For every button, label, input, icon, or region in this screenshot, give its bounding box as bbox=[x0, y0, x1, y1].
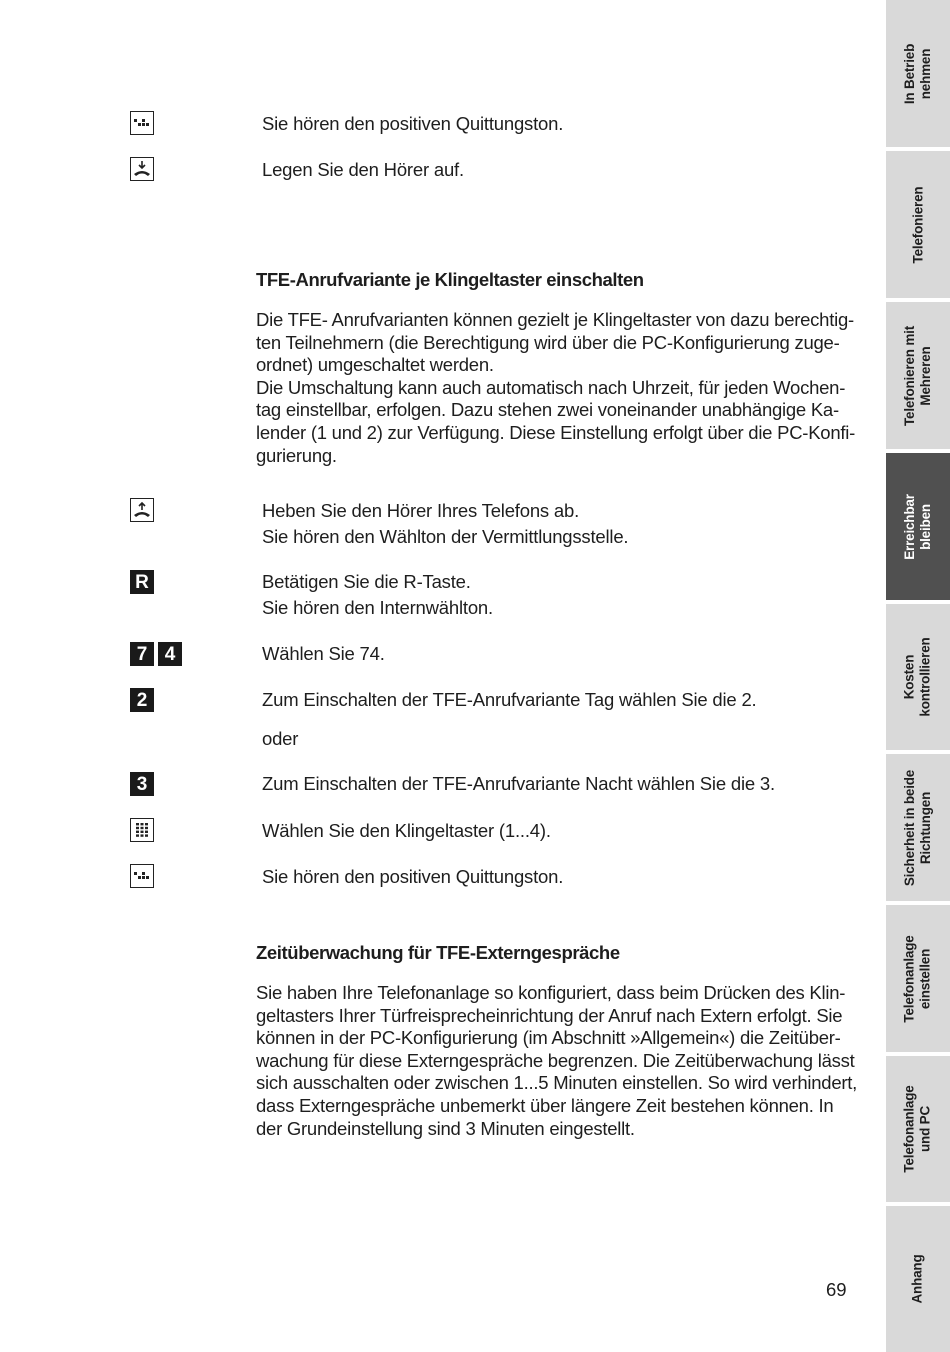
paragraph-line: Sie haben Ihre Telefonanlage so konfiguriert, dass beim Drücken des Klin- bbox=[256, 982, 846, 1003]
tab-label-line: nehmen bbox=[917, 48, 933, 99]
step-line: Zum Einschalten der TFE-Anrufvariante Tag wählen Sie die 2. bbox=[262, 689, 757, 710]
tab-label-line: Anhang bbox=[909, 1254, 925, 1304]
keypad-icon bbox=[130, 818, 154, 844]
step-text bbox=[262, 771, 862, 797]
paragraph-line: der Grundeinstellung sind 3 Minuten eingestellt. bbox=[256, 1117, 635, 1139]
tab-label bbox=[902, 43, 934, 103]
tab-label-line: und PC bbox=[918, 1105, 934, 1153]
step-text bbox=[262, 641, 862, 667]
tab-sicherheit-in-beide-richtungen[interactable] bbox=[886, 754, 950, 901]
section-heading: TFE-Anrufvariante je Klingeltaster einschalten bbox=[256, 269, 644, 290]
section-paragraph bbox=[256, 309, 871, 467]
tab-telefonieren-mit-mehreren[interactable] bbox=[886, 302, 950, 449]
key-label: 3 bbox=[130, 772, 154, 796]
key-label: 2 bbox=[130, 688, 154, 712]
tab-label bbox=[902, 494, 934, 560]
step-line: Legen Sie den Hörer auf. bbox=[262, 159, 464, 180]
tab-telefonanlage-einstellen[interactable] bbox=[886, 905, 950, 1052]
digit-keys-icon bbox=[130, 642, 182, 668]
step-text bbox=[262, 687, 862, 713]
handset-lift-icon bbox=[130, 498, 154, 524]
key-label: 7 bbox=[130, 642, 154, 666]
step-line: Sie hören den Internwählton. bbox=[262, 597, 493, 618]
step-line: Zum Einschalten der TFE-Anrufvariante Nacht wählen Sie die 3. bbox=[262, 773, 775, 794]
confirmation-tone-icon bbox=[130, 111, 154, 137]
tab-label-line: Sicherheit in beide bbox=[902, 769, 918, 886]
tab-label bbox=[902, 325, 934, 425]
step-line: Betätigen Sie die R-Taste. bbox=[262, 571, 471, 592]
paragraph-line: wachung für diese Externgespräche begrenzen. Die Zeitüberwachung lässt bbox=[256, 1049, 855, 1071]
paragraph-line: geltasters Ihrer Türfreisprecheinrichtung der Anruf nach Extern erfolgt. Sie bbox=[256, 1004, 843, 1026]
tab-label-line: Erreichbar bbox=[902, 493, 918, 560]
tab-erreichbar-bleiben[interactable] bbox=[886, 453, 950, 600]
paragraph-line: sich ausschalten oder zwischen 1...5 Minuten einstellen. So wird verhindert, bbox=[256, 1072, 858, 1094]
paragraph-line: tag einstellbar, erfolgen. Dazu stehen zwei voneinander unabhängige Ka- bbox=[256, 399, 839, 421]
digit-key-icon bbox=[130, 772, 154, 798]
tab-label-line: einstellen bbox=[918, 948, 934, 1009]
paragraph-line: Die Umschaltung kann auch automatisch nach Uhrzeit, für jeden Wochen- bbox=[256, 376, 846, 398]
handset-hang-up-icon bbox=[130, 157, 154, 183]
section-heading: Zeitüberwachung für TFE-Externgespräche bbox=[256, 942, 620, 963]
paragraph-line: ten Teilnehmern (die Berechtigung wird über die PC-Konfigurierung zuge- bbox=[256, 331, 840, 353]
paragraph-line: Die TFE- Anrufvarianten können gezielt je Klingeltaster von dazu berechtig- bbox=[256, 309, 854, 330]
tab-label-line: Telefonieren bbox=[910, 186, 925, 263]
confirmation-tone-icon bbox=[130, 864, 154, 890]
tab-label-line: Telefonanlage bbox=[902, 934, 918, 1023]
paragraph-line: lender (1 und 2) zur Verfügung. Diese Einstellung erfolgt über die PC-Konfi- bbox=[256, 421, 856, 443]
tab-telefonieren[interactable] bbox=[886, 151, 950, 298]
tab-label-line: In Betrieb bbox=[901, 43, 917, 104]
step-text bbox=[262, 726, 862, 752]
tab-label bbox=[902, 637, 934, 716]
step-text bbox=[262, 111, 862, 137]
tab-label-line: Mehreren bbox=[918, 345, 934, 406]
step-line: oder bbox=[262, 728, 299, 749]
step-line: Sie hören den positiven Quittungston. bbox=[262, 113, 564, 134]
tab-telefonanlage-und-pc[interactable] bbox=[886, 1056, 950, 1202]
step-line: Wählen Sie 74. bbox=[262, 643, 385, 664]
step-line: Sie hören den positiven Quittungston. bbox=[262, 866, 564, 887]
paragraph-line: ordnet) umgeschaltet werden. bbox=[256, 354, 494, 376]
paragraph-line: gurierung. bbox=[256, 444, 337, 466]
step-text bbox=[262, 864, 862, 890]
step-line: Wählen Sie den Klingeltaster (1...4). bbox=[262, 820, 551, 841]
page-number: 69 bbox=[826, 1279, 847, 1300]
chapter-tabs bbox=[886, 0, 950, 1352]
step-text bbox=[262, 498, 862, 550]
tab-label-line: Kosten bbox=[902, 654, 918, 700]
digit-key-icon bbox=[130, 688, 154, 714]
tab-anhang[interactable] bbox=[886, 1206, 950, 1352]
tab-label bbox=[910, 1254, 926, 1303]
step-text bbox=[262, 818, 862, 844]
tab-label-line: Richtungen bbox=[918, 791, 934, 864]
tab-label-line: kontrollieren bbox=[918, 637, 934, 717]
tab-kosten-kontrollieren[interactable] bbox=[886, 604, 950, 750]
tab-label bbox=[902, 1085, 934, 1172]
tab-label-line: Telefonieren mit bbox=[902, 325, 918, 426]
r-key-icon bbox=[130, 570, 154, 596]
tab-label bbox=[902, 769, 934, 885]
step-line: Sie hören den Wählton der Vermittlungsstelle. bbox=[262, 526, 629, 547]
section-paragraph bbox=[256, 982, 871, 1140]
tab-label bbox=[902, 935, 934, 1022]
tab-label-line: bleiben bbox=[918, 503, 934, 550]
tab-label-line: Telefonanlage bbox=[902, 1085, 918, 1173]
paragraph-line: können in der PC-Konfigurierung (im Abschnitt »Allgemein«) die Zeitüber- bbox=[256, 1027, 841, 1049]
key-label: R bbox=[130, 570, 154, 594]
tab-in-betrieb-nehmen[interactable] bbox=[886, 0, 950, 147]
step-text bbox=[262, 157, 862, 183]
step-text bbox=[262, 569, 862, 621]
tab-label bbox=[910, 186, 926, 263]
key-label: 4 bbox=[158, 642, 182, 666]
step-line: Heben Sie den Hörer Ihres Telefons ab. bbox=[262, 500, 580, 521]
paragraph-line: dass Externgespräche unbemerkt über längere Zeit bestehen können. In bbox=[256, 1094, 834, 1116]
